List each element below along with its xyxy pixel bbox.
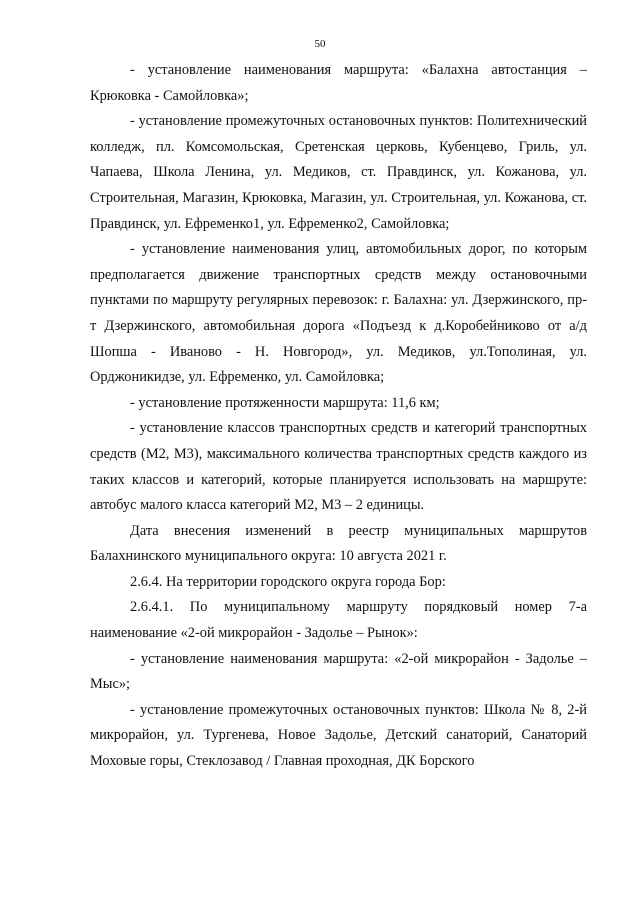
paragraph-route-name-7a: - установление наименования маршрута: «2-ой микрорайон - Задолье – Мыс»; bbox=[90, 650, 587, 693]
document-body bbox=[90, 58, 587, 775]
paragraph-route-7a: 2.6.4.1. По муниципальному маршруту порядковый номер 7-а наименование «2-ой микрорайон - Задолье – Рынок»: bbox=[90, 599, 587, 642]
paragraph-vehicle-classes: - установление классов транспортных средств и категорий транспортных средств (М2, М3), максимального количества транспортных средств каждого из таких классов и категорий, которые планируется использовать на маршруте: автобус малого класса категорий М2, М3 – 2 единицы. bbox=[90, 420, 587, 514]
paragraph-route-name: - установление наименования маршрута: «Балахна автостанция – Крюковка - Самойловка»; bbox=[90, 62, 587, 104]
paragraph-streets-roads: - установление наименования улиц, автомобильных дорог, по которым предполагается движение транспортных средств между остановочными пунктами по маршруту регулярных перевозок: г. Балахна: ул. Дзержинского, пр-т Дзержинского, автомобильная дорога «Подъезд к д.Коробейниково от а/д Шопша - Иваново - Н. Новгород», ул. Медиков, ул.Тополиная, ул. Орджоникидзе, ул. Ефременко, ул. Самойловка; bbox=[90, 241, 587, 386]
paragraph-registry-date: Дата внесения изменений в реестр муниципальных маршрутов Балахнинского муниципального округа: 10 августа 2021 г. bbox=[90, 522, 587, 565]
paragraph-intermediate-stops: - установление промежуточных остановочных пунктов: Политехнический колледж, пл. Комсомольская, Сретенская церковь, Кубенцево, Гриль, ул. Чапаева, Школа Ленина, ул. Медиков, ст. Правдинск, ул. Кожанова, ул. Строительная, Магазин, Крюковка, Магазин, ул. Строительная, ул. Кожанова, ст. Правдинск, ул. Ефременко1, ул. Ефременко2, Самойловка; bbox=[90, 113, 587, 232]
paragraph-intermediate-stops-7a: - установление промежуточных остановочных пунктов: Школа № 8, 2-й микрорайон, ул. Тургенева, Новое Задолье, Детский санаторий, Санаторий Моховые горы, Стеклозавод / Главная проходная, ДК Борского bbox=[90, 701, 587, 770]
paragraph-section-heading: 2.6.4. На территории городского округа города Бор: bbox=[130, 573, 446, 590]
page-number: 50 bbox=[314, 38, 326, 50]
paragraph-route-length: - установление протяженности маршрута: 11,6 км; bbox=[130, 394, 440, 411]
